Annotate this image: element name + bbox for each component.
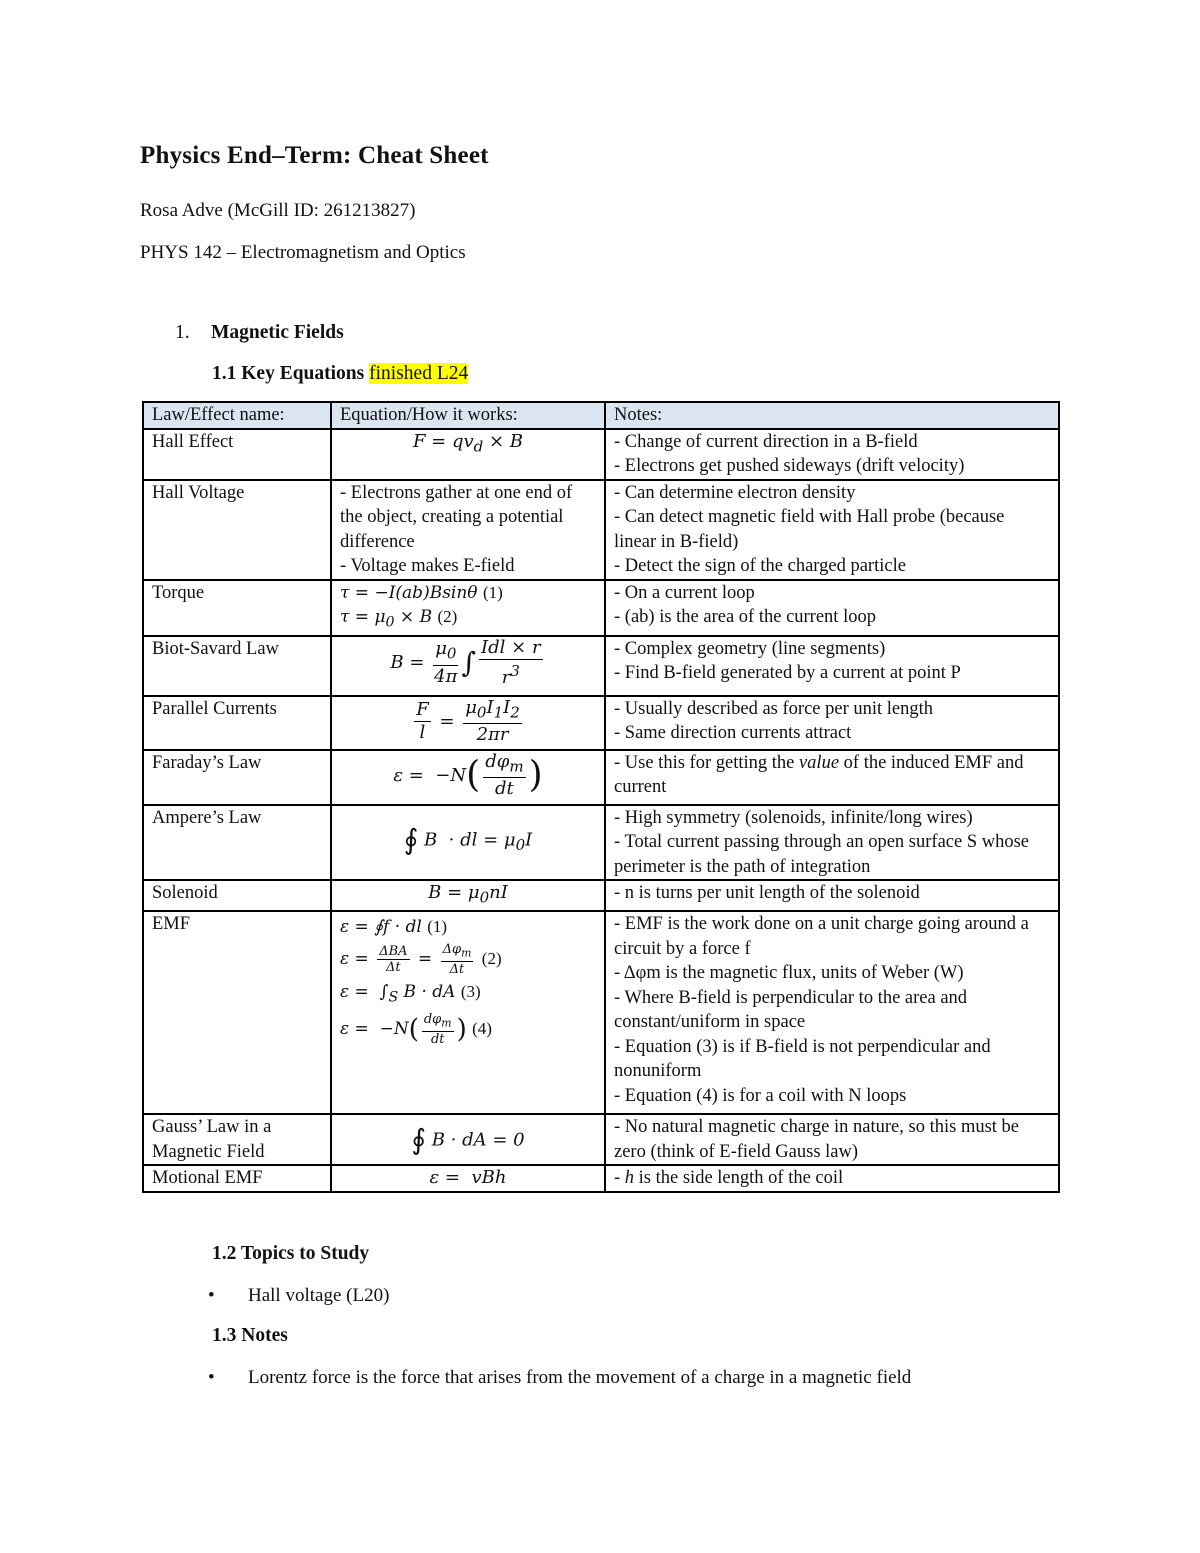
- note: - Can detect magnetic field with Hall probe (because linear in B-field): [614, 507, 1005, 552]
- subsection-title: 1.1 Key Equations: [212, 363, 365, 384]
- note: is the side length of the coil: [634, 1168, 844, 1189]
- equation-cell: [331, 480, 605, 580]
- equation-cell: τ = −I(ab)Bsinθ (1) $\tau = \mu_0 \times B$ (2): [331, 580, 605, 636]
- section-number: 1.: [175, 322, 190, 343]
- note: -: [614, 1168, 625, 1189]
- law-name: Parallel Currents: [143, 696, 331, 750]
- equation-cell: ε = vBh: [331, 1165, 605, 1192]
- note: - Usually described as force per unit length: [614, 698, 934, 719]
- header-notes: Notes:: [605, 402, 1059, 429]
- note: - Can determine electron density: [614, 482, 856, 503]
- author-line: Rosa Adve (McGill ID: 261213827): [140, 200, 416, 221]
- table-row: [143, 1114, 1059, 1165]
- subsection-heading-notes: 1.3 Notes: [212, 1325, 288, 1346]
- note: - Electrons get pushed sideways (drift velocity): [614, 456, 965, 476]
- law-name: EMF: [143, 911, 331, 1114]
- notes-cell: [605, 636, 1059, 696]
- note: - Change of current direction in a B-field: [614, 431, 918, 452]
- how-text: - Voltage makes E-field: [340, 556, 515, 576]
- law-name: Faraday’s Law: [143, 750, 331, 805]
- notes-cell: [605, 480, 1059, 580]
- notes-cell: [605, 911, 1059, 1114]
- equation-cell: $F = qv_d \times B$: [331, 429, 605, 480]
- header-equation: Equation/How it works:: [331, 402, 605, 429]
- table-row: [143, 636, 1059, 696]
- notes-cell: [605, 750, 1059, 805]
- notes-cell: [605, 1165, 1059, 1192]
- equations-table: [142, 401, 1060, 1193]
- equation-cell: ε = ∮f · dl (1) ε = $\frac{\text{ΔBA}}{\Delta t}$ = $\frac{\Delta\varphi_m}{\Delta t}$ (2) $\varepsilon = \int_S$ B · dA (3) ε = −N( $\frac{d\varphi_m}{dt}$ ) (4): [331, 911, 605, 1114]
- table-row: [143, 480, 1059, 580]
- note: - (ab) is the area of the current loop: [614, 607, 876, 627]
- subsection-heading-key-equations: [212, 363, 468, 385]
- bullet-icon: •: [208, 1367, 215, 1388]
- equation-cell: ∮ B · dA = 0: [331, 1114, 605, 1165]
- table-header-row: [143, 402, 1059, 429]
- equation-cell: ε = −N( $\frac{d\varphi_m}{dt}$ ): [331, 750, 605, 805]
- law-name: Solenoid: [143, 880, 331, 911]
- notes-cell: [605, 880, 1059, 911]
- law-name: Hall Voltage: [143, 480, 331, 580]
- law-name: Motional EMF: [143, 1165, 331, 1192]
- subsection-heading-topics: 1.2 Topics to Study: [212, 1243, 370, 1264]
- section-heading: [175, 322, 344, 344]
- note: - Equation (3) is if B-field is not perpendicular and nonuniform: [614, 1036, 991, 1082]
- note: - Total current passing through an open surface S whose perimeter is the path of integration: [614, 832, 1030, 877]
- table-row: [143, 805, 1059, 881]
- equation-cell: B = $\frac{\mu_0}{4\pi}$ ∫ $\frac{\text{Idl × r}}{r^3}$: [331, 636, 605, 696]
- bullet-icon: •: [208, 1285, 215, 1306]
- table-row: [143, 696, 1059, 750]
- table-row: [143, 1165, 1059, 1192]
- notes-cell: [605, 1114, 1059, 1165]
- law-name: Biot-Savard Law: [143, 636, 331, 696]
- note: - On a current loop: [614, 582, 755, 603]
- law-name: Ampere’s Law: [143, 805, 331, 881]
- table-row: [143, 911, 1059, 1114]
- note: - EMF is the work done on a unit charge going around a circuit by a force f: [614, 914, 1029, 959]
- note: - n is turns per unit length of the solenoid: [614, 883, 920, 904]
- law-name: Hall Effect: [143, 429, 331, 480]
- note: - Complex geometry (line segments): [614, 638, 886, 659]
- how-text: - Electrons gather at one end of the object, creating a potential difference: [340, 482, 573, 552]
- list-item-text: Hall voltage (L20): [248, 1285, 390, 1306]
- table-row: [143, 429, 1059, 480]
- note: - Use this for getting the: [614, 752, 799, 773]
- note: - Same direction currents attract: [614, 723, 852, 744]
- course-line: PHYS 142 – Electromagnetism and Optics: [140, 242, 466, 263]
- equation-cell: $B = \mu_0nI$: [331, 880, 605, 911]
- notes-cell: [605, 580, 1059, 636]
- table-row: [143, 880, 1059, 911]
- section-title: Magnetic Fields: [211, 322, 344, 343]
- note: - Detect the sign of the charged particle: [614, 556, 906, 576]
- note: - Find B-field generated by a current at point P: [614, 663, 961, 684]
- notes-cell: [605, 696, 1059, 750]
- highlight-note: finished L24: [369, 363, 469, 384]
- note: - High symmetry (solenoids, infinite/long wires): [614, 807, 973, 828]
- notes-cell: [605, 805, 1059, 881]
- note: of the induced EMF and current: [614, 752, 1024, 798]
- law-name: Gauss’ Law in a Magnetic Field: [143, 1114, 331, 1165]
- note-emphasis: value: [798, 752, 840, 773]
- list-item-text: Lorentz force is the force that arises from the movement of a charge in a magnetic field: [248, 1367, 912, 1388]
- table-row: [143, 750, 1059, 805]
- note: - No natural magnetic charge in nature, so this must be zero (think of E-field Gauss law): [614, 1117, 1020, 1162]
- notes-cell: [605, 429, 1059, 480]
- note: - Equation (4) is for a coil with N loops: [614, 1085, 907, 1106]
- equation-cell: $\frac{F}{l}$ = $\frac{\mu_0I_1I_2}{2\pi r}$: [331, 696, 605, 750]
- document-title: Physics End–Term: Cheat Sheet: [140, 142, 489, 169]
- table-row: [143, 580, 1059, 636]
- note-emphasis: h: [624, 1168, 635, 1189]
- note: - Where B-field is perpendicular to the area and constant/uniform in space: [614, 987, 968, 1033]
- note: - Δφm is the magnetic flux, units of Weber (W): [614, 963, 964, 984]
- header-law: Law/Effect name:: [143, 402, 331, 429]
- equation-cell: ∮ B · dl = $\mu_0I$: [331, 805, 605, 881]
- law-name: Torque: [143, 580, 331, 636]
